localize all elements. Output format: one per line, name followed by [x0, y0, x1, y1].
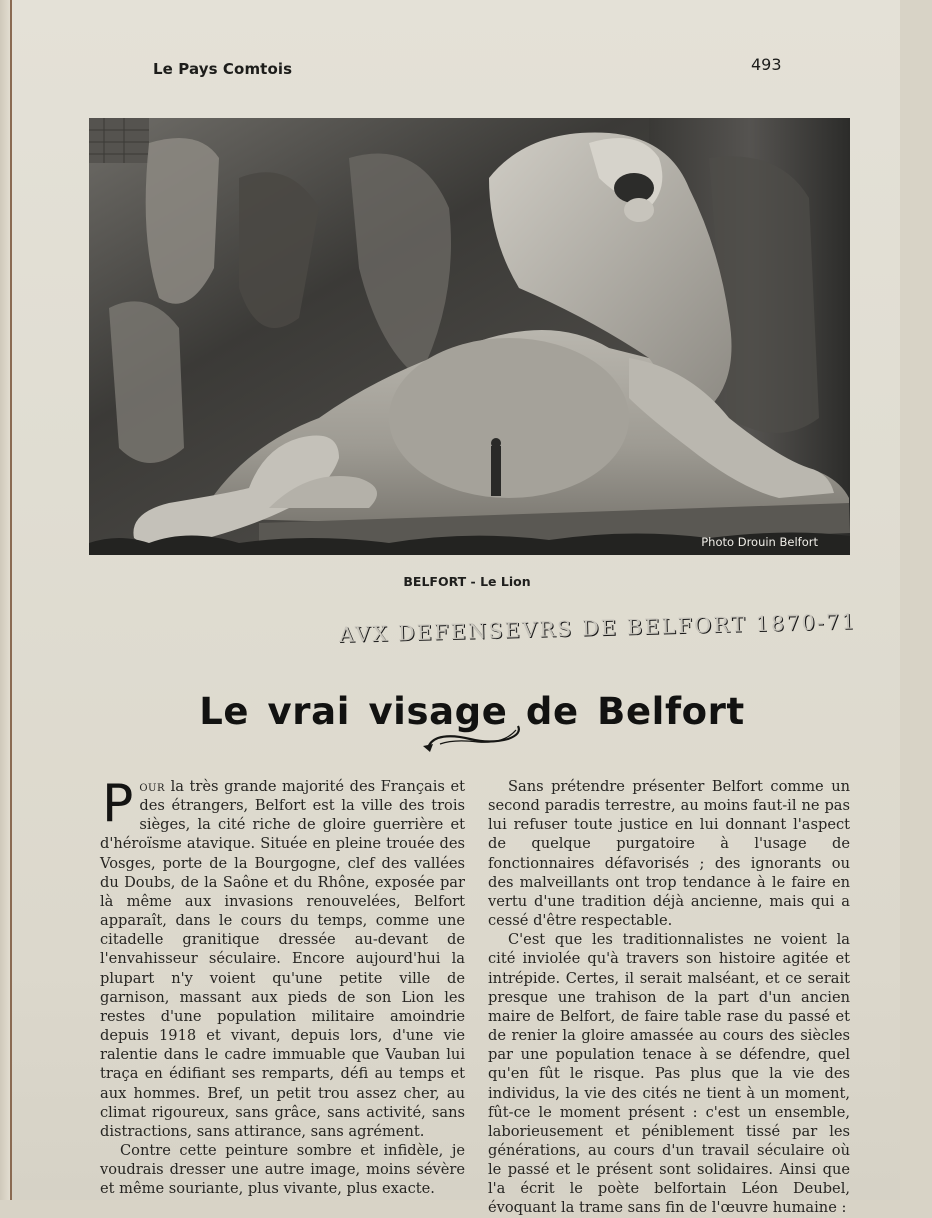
- right-text-column: [488, 777, 850, 1218]
- running-header-title: Le Pays Comtois: [153, 60, 293, 78]
- left-text-column: [100, 774, 465, 1198]
- paragraph-text: Contre cette peinture sombre et infidèle, je voudrais dresser une autre image, moins sévère et même souriante, plus vivante, plus exacte.: [100, 1141, 465, 1198]
- swash-ornament-icon: [420, 722, 525, 754]
- page-gutter-shadow: [0, 0, 10, 1200]
- paragraph-text: C'est que les traditionnalistes ne voient la cité inviolée qu'à travers son histoire agitée et intrépide. Certes, il serait malséant, et ce serait presque une trahison de la part d'un ancien maire de Belfort, de faire table rase du passé et de renier la gloire amassée au cours des siècles par une population tenace à se défendre, quel qu'en fût le risque. Pas plus que la vie des individus, la vie des cités ne tient à un moment, fût-ce le moment présent : c'est un ensemble, laborieusement et péniblement tissé par les générations, au cours d'un travail séculaire où le passé et le présent sont solidaires. Ainsi que l'a écrit le poète belfortain Léon Deubel, évoquant la trame sans fin de l'œuvre humaine :: [488, 931, 850, 1217]
- paragraph-text: la très grande majorité des Français et des étrangers, Belfort est la ville des trois sièges, la cité riche de gloire guerrière et d'héroïsme atavique. Située en pleine trouée des Vosges, porte de la Bourgogne, clef des vallées du Doubs, de la Saône et du Rhône, exposée par là même aux invasions renouvelées, Belfort apparaît, dans le cours du temps, comme une citadelle granitique dressée au-devant de l'envahisseur séculaire. Encore aujourd'hui la plupart n'y voient qu'une petite ville de garnison, massant aux pieds de son Lion les restes d'une population militaire amoindrie depuis 1918 et vivant, depuis lors, d'une vie ralentie dans le cadre immuable que Vauban lui traça en édifiant ses remparts, défi au temps et aux hommes. Bref, un petit trou assez cher, au climat rigoureux, sans grâce, sans activité, sans distractions, sans attirance, sans agrément.: [100, 778, 465, 1140]
- lion-sculpture-illustration: [89, 118, 850, 555]
- paragraph-intro: [100, 774, 465, 1141]
- drop-cap: P: [102, 774, 134, 834]
- photo-caption: BELFORT - Le Lion: [403, 574, 531, 589]
- page-number: 493: [751, 55, 782, 74]
- small-caps-lead: our: [139, 778, 166, 795]
- article-title: Le vrai visage de Belfort: [199, 689, 745, 733]
- monument-inscription: AVX DEFENSEVRS DE BELFORT 1870-71: [338, 609, 857, 647]
- photo-credit: Photo Drouin Belfort: [701, 535, 818, 549]
- paragraph-text: Sans prétendre présenter Belfort comme un second paradis terrestre, au moins faut-il ne pas lui refuser toute justice en lui donnant l'aspect de quelque purgatoire à l'usage de fonctionnaires défavorisés ; des ignorants ou des malveillants ont trop tendance à le faire en vertu d'une tradition déjà ancienne, mais qui a cessé d'être respectable.: [488, 778, 850, 930]
- magazine-page: [10, 0, 900, 1217]
